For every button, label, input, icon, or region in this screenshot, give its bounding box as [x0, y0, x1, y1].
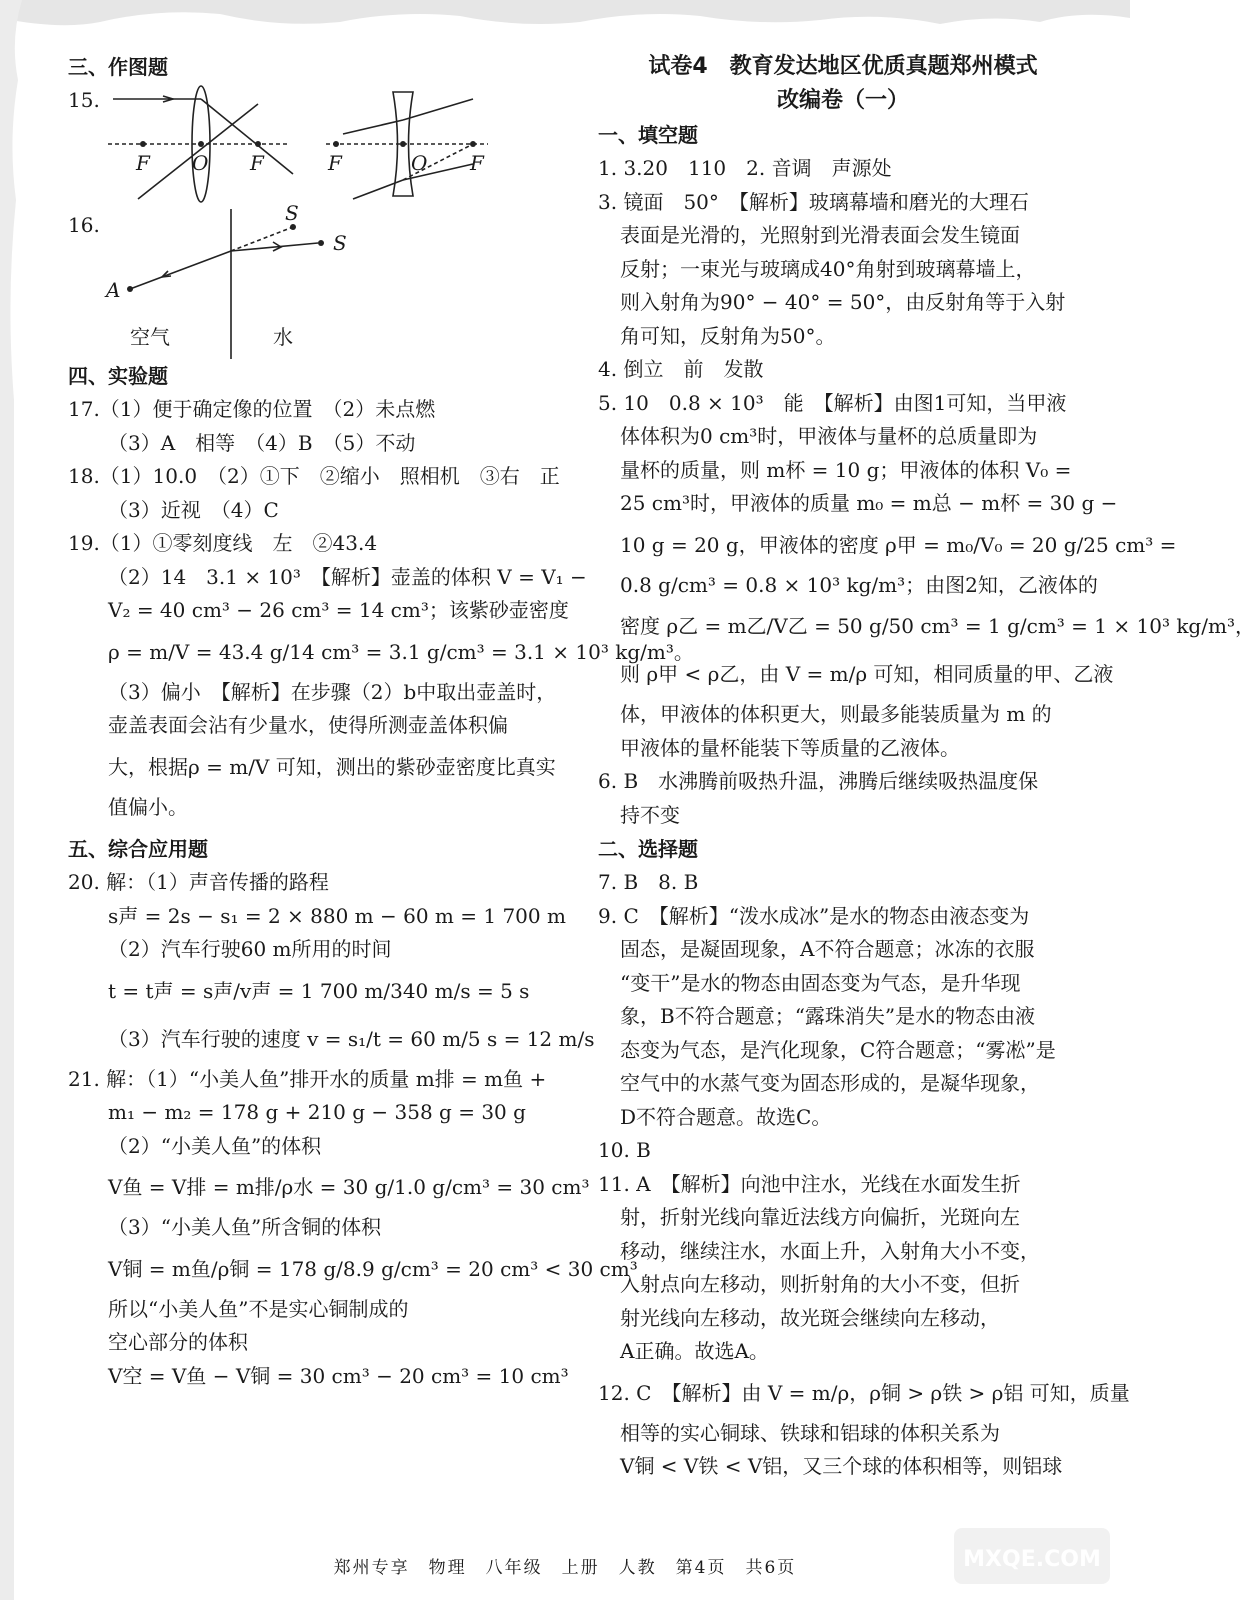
answer-line: 相等的实心铜球、铁球和铝球的体积关系为	[620, 1420, 1000, 1445]
torn-edge-left	[0, 0, 40, 1600]
focus-label: F	[470, 151, 484, 175]
answer-line: 表面是光滑的，光照射到光滑表面会发生镜面	[620, 223, 1020, 247]
answer-line: 射，折射光线向靠近法线方向偏折，光斑向左	[620, 1205, 1020, 1229]
answer-line: 移动，继续注水，水面上升，入射角大小不变，	[620, 1238, 1040, 1263]
answer-line: （2）“小美人鱼”的体积	[108, 1133, 322, 1158]
answer-line: 1. 3.20 110 2. 音调 声源处	[598, 156, 892, 180]
formula-line: （3）汽车行驶的速度 v = s₁/t = 60 m/5 s = 12 m/s	[108, 1026, 595, 1051]
formula-line: 密度 ρ乙 = m乙/V乙 = 50 g/50 cm³ = 1 g/cm³ = 1 × 10³ kg/m³，	[620, 614, 1255, 638]
formula-line: 则 ρ甲 < ρ乙，由 V = m/ρ 可知，相同质量的甲、乙液	[620, 662, 1114, 686]
formula-line: 12. C 【解析】由 V = m/ρ，ρ铜 > ρ铁 > ρ铝 可知，质量	[598, 1380, 1130, 1405]
optical-center-label: O	[411, 151, 428, 175]
answer-line: （3）偏小 【解析】在步骤（2）b中取出壶盖时，	[108, 679, 557, 704]
answer-line: 19.（1）①零刻度线 左 ②43.4	[68, 531, 378, 555]
answer-line: V₂ = 40 cm³ − 26 cm³ = 14 cm³；该紫砂壶密度	[108, 598, 569, 622]
answer-line: （2）汽车行驶60 m所用的时间	[108, 937, 392, 961]
answer-line: 21. 解：（1）“小美人鱼”排开水的质量 m排 = m鱼 +	[68, 1066, 547, 1091]
formula-line: ρ = m/V = 43.4 g/14 cm³ = 3.1 g/cm³ = 3.1 × 10³ kg/m³。	[108, 639, 694, 664]
water-label: 水	[273, 325, 293, 349]
point-a-label: A	[106, 278, 121, 302]
svg-text:MXQE.COM: MXQE.COM	[963, 1547, 1101, 1572]
answer-line: 固态，是凝固现象，A不符合题意；冰冻的衣服	[620, 937, 1035, 961]
section-heading: 五、综合应用题	[68, 837, 208, 861]
answer-line: 象，B不符合题意；“露珠消失”是水的物态由液	[620, 1004, 1036, 1028]
question-number: 16.	[68, 213, 100, 237]
answer-line: 反射；一束光与玻璃成40°角射到玻璃幕墙上，	[620, 256, 1036, 281]
section-heading: 四、实验题	[68, 364, 168, 388]
answer-line: （3）近视 （4）C	[108, 497, 279, 522]
focus-label: F	[328, 151, 342, 175]
answer-line: 11. A 【解析】向池中注水，光线在水面发生折	[598, 1171, 1021, 1196]
answer-line: 体体积为0 cm³时，甲液体与量杯的总质量即为	[620, 424, 1038, 448]
answer-line: 所以“小美人鱼”不是实心铜制成的	[108, 1296, 409, 1321]
answer-line: 25 cm³时，甲液体的质量 m₀ = m总 − m杯 = 30 g −	[620, 491, 1118, 515]
refraction-diagram-16	[68, 201, 558, 359]
answer-line: 入射点向左移动，则折射角的大小不变，但折	[620, 1272, 1020, 1296]
answer-line: “变干”是水的物态由固态变为气态，是升华现	[620, 970, 1021, 995]
formula-line: 10 g = 20 g，甲液体的密度 ρ甲 = m₀/V₀ = 20 g/25 cm³ =	[620, 532, 1177, 557]
formula-line: V铜 = m鱼/ρ铜 = 178 g/8.9 g/cm³ = 20 cm³ < 30 cm³	[108, 1256, 638, 1281]
answer-line: 20. 解：（1）声音传播的路程	[68, 870, 329, 894]
answer-line: A正确。故选A。	[620, 1339, 769, 1363]
formula-line: V空 = V鱼 − V铜 = 30 cm³ − 20 cm³ = 10 cm³	[108, 1363, 569, 1388]
answer-line: （2）14 3.1 × 10³ 【解析】壶盖的体积 V = V₁ −	[108, 564, 587, 589]
answer-line: 0.8 g/cm³ = 0.8 × 10³ kg/m³；由图2知，乙液体的	[620, 572, 1098, 597]
torn-edge-top	[0, 0, 1130, 44]
answer-line: 射光线向左移动，故光斑会继续向左移动，	[620, 1305, 1000, 1330]
section-heading: 三、作图题	[68, 55, 168, 79]
formula-line: m₁ − m₂ = 178 g + 210 g − 358 g = 30 g	[108, 1100, 526, 1124]
answer-line: 则入射角为90° − 40° = 50°，由反射角等于入射	[620, 290, 1066, 314]
answer-line: 角可知，反射角为50°。	[620, 323, 836, 348]
answer-line: 壶盖表面会沾有少量水，使得所测壶盖体积偏	[108, 713, 508, 737]
answer-line: 空心部分的体积	[108, 1330, 248, 1354]
optical-center-label: O	[192, 151, 209, 175]
source-label: S	[285, 201, 299, 225]
focus-label: F	[250, 151, 264, 175]
air-label: 空气	[130, 325, 170, 349]
answer-line: （3）“小美人鱼”所含铜的体积	[108, 1215, 382, 1239]
answer-line: 空气中的水蒸气变为固态形成的，是凝华现象，	[620, 1071, 1040, 1095]
section-heading: 一、填空题	[598, 123, 698, 147]
paper-title: 试卷4 教育发达地区优质真题郑州模式	[648, 54, 1038, 79]
answer-line: 17.（1）便于确定像的位置 （2）未点燃	[68, 397, 436, 421]
answer-line: 5. 10 0.8 × 10³ 能 【解析】由图1可知，当甲液	[598, 390, 1067, 415]
answer-line: 态变为气态，是汽化现象，C符合题意；“雾凇”是	[620, 1037, 1056, 1062]
section-heading: 二、选择题	[598, 837, 698, 861]
formula-line: 大，根据ρ = m/V 可知，测出的紫砂壶密度比真实	[108, 754, 556, 779]
focus-label: F	[136, 151, 150, 175]
watermark-logo	[952, 1526, 1112, 1586]
answer-line: 量杯的质量，则 m杯 = 10 g；甲液体的体积 V₀ =	[620, 457, 1072, 482]
answer-line: 体，甲液体的体积更大，则最多能装质量为 m 的	[620, 702, 1052, 726]
right-column	[598, 50, 1255, 1484]
answer-line: 持不变	[620, 802, 680, 827]
answer-line: 9. C 【解析】“泼水成冰”是水的物态由液态变为	[598, 903, 1030, 928]
answer-line: 6. B 水沸腾前吸热升温，沸腾后继续吸热温度保	[598, 769, 1039, 793]
lens-diagram-15	[68, 84, 558, 209]
answer-line: D不符合题意。故选C。	[620, 1104, 832, 1129]
answer-line: 18.（1）10.0 （2）①下 ②缩小 照相机 ③右 正	[68, 464, 560, 488]
formula-line: t = t声 = s声/v声 = 1 700 m/340 m/s = 5 s	[108, 978, 530, 1003]
answer-line: 值偏小。	[108, 794, 188, 819]
answer-line: 4. 倒立 前 发散	[598, 357, 764, 381]
answer-line: 10. B	[598, 1138, 651, 1162]
answer-line: （3）A 相等 （4）B （5）不动	[108, 430, 416, 455]
answer-line: 7. B 8. B	[598, 870, 699, 894]
answer-line: 甲液体的量杯能装下等质量的乙液体。	[620, 735, 960, 760]
question-number: 15.	[68, 88, 100, 112]
page-footer: 郑州专享 物理 八年级 上册 人教 第4页 共6页	[333, 1558, 797, 1578]
source-label: S	[333, 231, 347, 255]
answer-line: V铜 < V铁 < V铝，又三个球的体积相等，则铝球	[620, 1454, 1063, 1478]
paper-subtitle: 改编卷（一）	[776, 88, 909, 113]
formula-line: s声 = 2s − s₁ = 2 × 880 m − 60 m = 1 700 m	[108, 903, 566, 928]
answer-line: 3. 镜面 50° 【解析】玻璃幕墙和磨光的大理石	[598, 189, 1029, 214]
formula-line: V鱼 = V排 = m排/ρ水 = 30 g/1.0 g/cm³ = 30 cm³	[108, 1175, 590, 1199]
